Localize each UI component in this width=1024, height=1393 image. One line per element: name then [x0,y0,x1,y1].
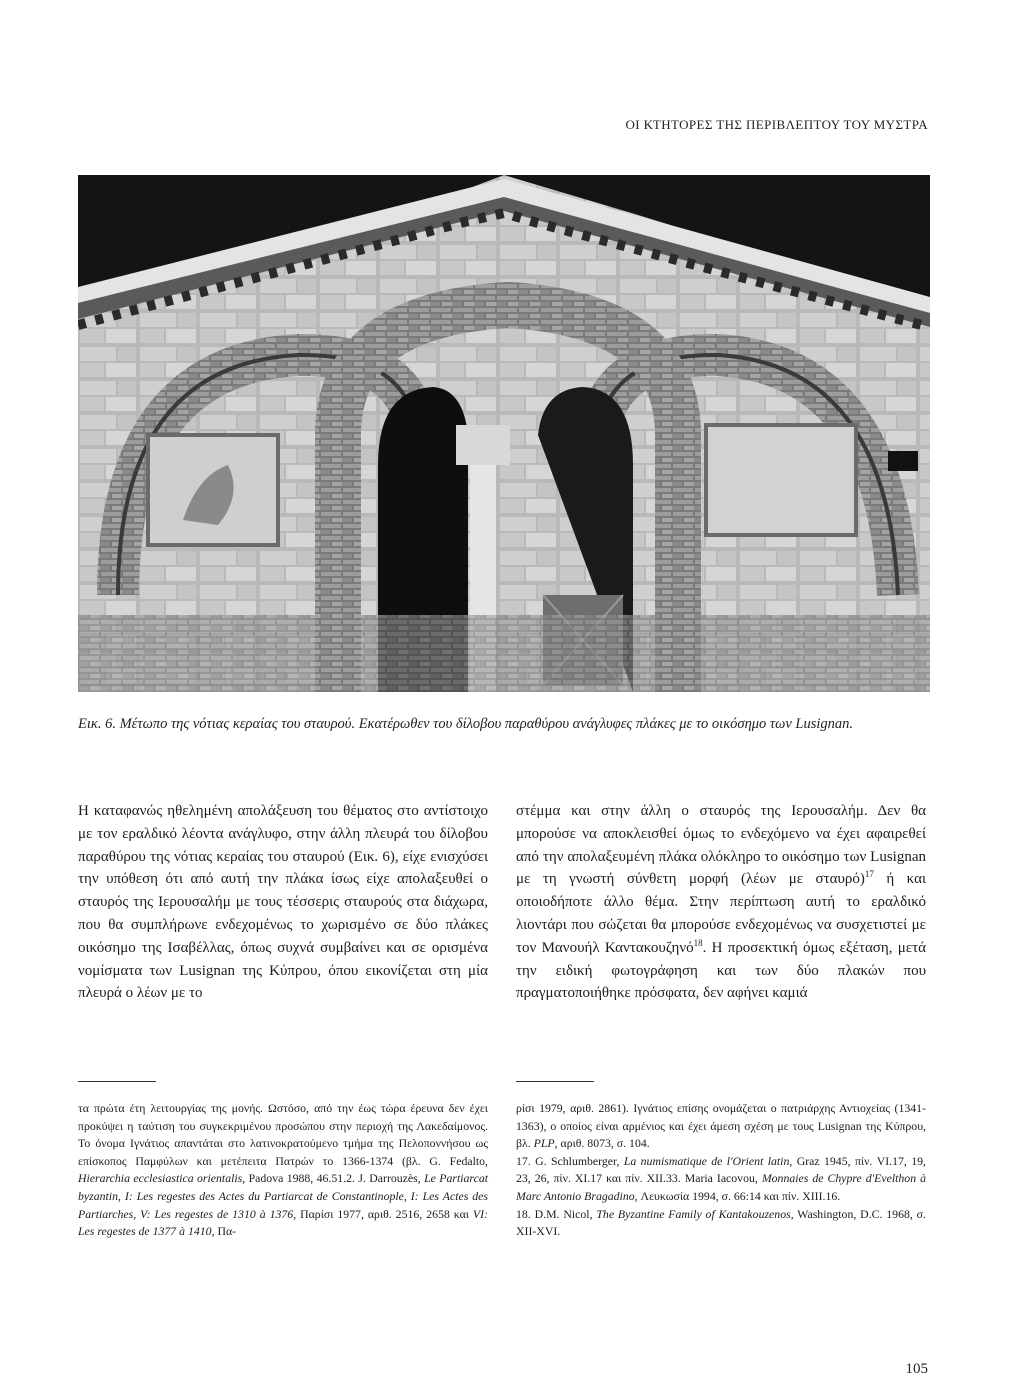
body-text-right-column [516,800,926,1005]
footnote-title: La numismatique de l'Orient latin [623,1153,790,1168]
footnote-title: PLP [533,1136,555,1151]
footnote-17 [516,1153,926,1206]
footnote-text: ρίσι 1979, αριθ. 2861). Ιγνάτιος επίσης ονομάζεται ο πατριάρχης Αντιοχείας (1341-1363), ο οποίος είναι αρμένιος και έχει άμεση σχέση με τους Lusignan της Κύπρου, βλ. [516,1101,926,1151]
footnote-ref-17: 17 [864,869,874,880]
footnote-text: , Λευκωσία 1994, σ. 66:14 και πίν. XIII.16. [634,1188,841,1203]
footnote-text: 18. D.M. Nicol, [516,1206,597,1221]
footnotes-left-column [78,1100,488,1241]
footnote-divider-left [78,1081,156,1082]
footnote-text: , Παρίσι 1977, αριθ. 2516, 2658 και [293,1206,473,1221]
figure-caption: Εικ. 6. Μέτωπο της νότιας κεραίας του σταυρού. Εκατέρωθεν του δίλοβου παραθύρου ανάγλυφες πλάκες με το οικόσημο των Lusignan. [78,716,854,732]
footnote-text: , Graz 1945, πίν. VI.17, 19, 23, 26, πίν. XI.17 και πίν. XII.33. Maria Iacovou, [516,1153,927,1186]
footnote-text: , Washington, D.C. 1968, σ. XII-XVI. [516,1206,926,1239]
figure-photo [78,175,930,692]
footnotes-right-column [516,1100,926,1241]
footnote-text: , Padova 1988, 46.51.2. J. Darrouzès, [242,1171,425,1186]
church-facade-photo [78,175,930,692]
page-number: 105 [905,1361,928,1377]
footnote-title: VI: Les regestes de 1377 à 1410 [78,1206,488,1239]
footnote-ref-18: 18 [693,937,703,948]
footnote-title: The Byzantine Family of Kantakouzenos [596,1206,791,1221]
footnote-continuation-right [516,1100,926,1153]
footnote-text: , αριθ. 8073, σ. 104. [554,1136,650,1151]
footnote-text: 17. G. Schlumberger, [516,1153,624,1168]
footnote-18 [516,1206,926,1241]
body-text-right-part-3: . Η προσεκτική όμως εξέταση, μετά την ειδική φωτογράφηση και των δύο πλακών που πραγματοποιήθηκε πρόσφατα, δεν αφήνει καμιά [516,939,926,1002]
body-text-left-column: Η καταφανώς ηθελημένη απολάξευση του θέματος στο αντίστοιχο με τον εραλδικό λέοντα ανάγλυφο, στην άλλη πλευρά του δίλοβου παραθύρου της νότιας κεραίας του σταυρού (Εικ. 6), είχε ενισχύσει την υπόθεση ότι από αυτή την πλάκα ίσως είχε απολαξευθεί ο σταυρός της Ιερουσαλήμ με τους τέσσερις σταυρούς στα διάχωρα, που θα συμπλήρωνε ενδεχομένως το χωρισμένο σε δύο πλάκες οικόσημο της Ισαβέλλας, όπως συχνά συμβαίνει και σε ορισμένα νομίσματα των Lusignan της Κύπρου, όπου εικονίζεται στη μία πλευρά ο λέων με το [78,803,488,1002]
footnote-title: Le Partiarcat byzantin, I: Les regestes des Actes du Partiarcat de Constantinople, I: Les Actes des Partiarches, V: Les regestes de 1310 à 1376 [78,1171,488,1221]
footnote-text: , Πα- [211,1224,237,1239]
footnote-text: τα πρώτα έτη λειτουργίας της μονής. Ωστόσο, από την έως τώρα έρευνα δεν έχει προκύψει η ταύτιση του συγκεκριμένου προσώπου στην περιοχή της Λακεδαίμονος. Το όνομα Ιγνάτιος απαντάται στο λατινοκρατούμενο τμήμα της Πελοποννήσου ως επίσκοπος Παμφύλων και μετέπειτα Πατρών το 1366-1374 (βλ. G. Fedalto, [78,1101,488,1168]
body-text-right-part-1: στέμμα και στην άλλη ο σταυρός της Ιερουσαλήμ. Δεν θα μπορούσε να αποκλεισθεί όμως το ενδεχόμενο να έχει αφαιρεθεί από την απολαξευμένη πλάκα ολόκληρο το οικόσημο των Lusignan με τη γνωστή σύνθετη μορφή (λέων με σταυρό) [516,803,926,888]
footnote-divider-right [516,1081,594,1082]
body-text-right-part-2: ή και οποιοδήποτε άλλο θέμα. Στην περίπτωση αυτή το εραλδικό λιοντάρι που σώζεται θα μπορούσε ενδεχομένως να συσχετιστεί με τον Μανουήλ Καντακουζηνό [516,871,927,956]
footnote-continuation [78,1100,488,1241]
footnote-title: Hierarchia ecclesiastica orientalis [78,1171,243,1186]
footnote-title: Monnaies de Chypre d'Evelthon à Marc Antonio Bragadino [516,1171,926,1203]
running-head: ΟΙ ΚΤΗΤΟΡΕΣ ΤΗΣ ΠΕΡΙΒΛΕΠΤΟΥ ΤΟΥ ΜΥΣΤΡΑ [625,117,928,132]
